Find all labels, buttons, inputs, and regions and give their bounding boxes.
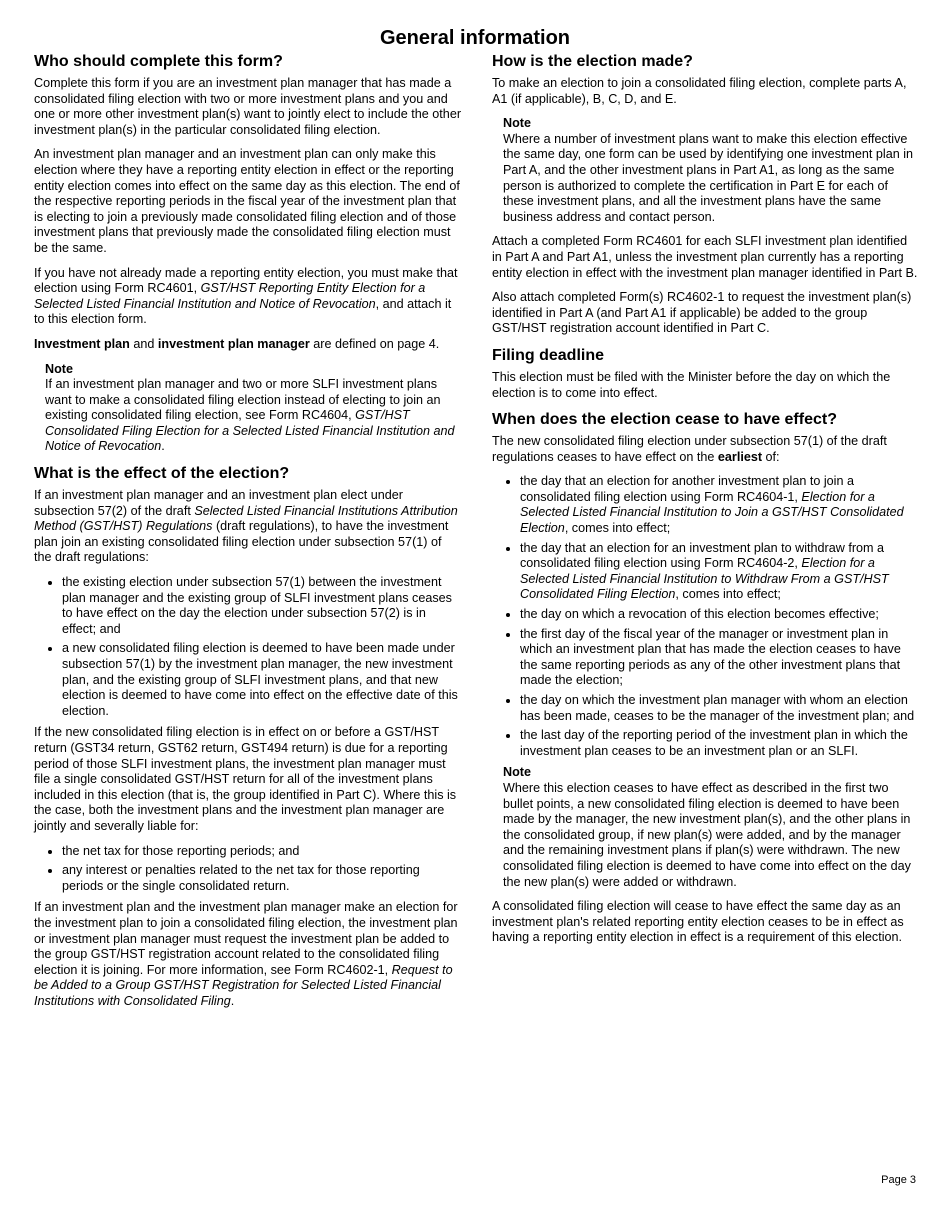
list-item: • a new consolidated filing election is deemed to have been made under subsection 57(1) by the investment plan manager, the new investment plan, and the existing group of SLFI investment plans, and that new election is deemed to have come into effect on the effective date of this election. bbox=[62, 641, 462, 719]
cease-effect-heading: When does the election cease to have effect? bbox=[492, 411, 837, 429]
effect-of-election-heading: What is the effect of the election? bbox=[34, 465, 290, 483]
bullet-list bbox=[34, 575, 462, 719]
bullet-list bbox=[34, 844, 462, 895]
note-title: Note bbox=[503, 765, 531, 780]
paragraph: An investment plan manager and an investment plan can only make this election where they have a reporting entity election in effect or the reporting entity election comes into effect on the same day as this election. The end of the respective reporting periods in the fiscal year of the investment plan that is electing to join a previously made consolidated filing election and of those investment plans that previously made the consolidated filing election must be the same. bbox=[34, 147, 460, 255]
list-item: • the last day of the reporting period of the investment plan in which the investment plan ceases to be an investment plan or an SLFI. bbox=[520, 728, 920, 759]
who-should-complete-heading: Who should complete this form? bbox=[34, 53, 283, 70]
paragraph: Also attach completed Form(s) RC4602-1 to request the investment plan(s) identified in Part A (and Part A1 if applicable) be added to the group GST/HST registration account identified in Part C. bbox=[492, 290, 912, 336]
note: Note If an investment plan manager and two or more SLFI investment plans want to make a consolidated filing election instead of electing to join an existing consolidated filing election, see Form RC4604, GST/HST Consolidated Filing Election for a Selected Listed Financial Institution and Notice of Revocation. bbox=[45, 362, 462, 456]
definitions-paragraph: Investment plan and investment plan manager are defined on page 4. bbox=[34, 336, 440, 351]
list-item: • the net tax for those reporting periods; and bbox=[62, 844, 462, 860]
paragraph: A consolidated filing election will cease to have effect the same day as an investment plan's related reporting entity election ceases to be in effect as having a reporting entity election in effect is a requirement of this election. bbox=[492, 899, 904, 945]
note: Note Where this election ceases to have effect as described in the first two bullet points, a new consolidated filing election is deemed to have been made by the manager, the new investment plan(s), and the other plans in the consolidated group, if new plan(s) were added, and by the manager and the remaining investment plans if plan(s) were withdrawn. The new consolidated filing election is deemed to have come into effect on the day the new plan(s) were added or withdrawn. bbox=[503, 765, 920, 890]
left-column bbox=[34, 52, 462, 1018]
list-item: • the day that an election for another investment plan to join a consolidated filing election using Form RC4604-1, Election for a Selected Listed Financial Institution to Join a GST/HST Consolidated Election, comes into effect; bbox=[520, 474, 920, 536]
paragraph: This election must be filed with the Minister before the day on which the election is to come into effect. bbox=[492, 369, 891, 400]
list-item: • the day on which a revocation of this election becomes effective; bbox=[520, 607, 920, 623]
note-title: Note bbox=[45, 361, 73, 376]
list-item: • the day that an election for an investment plan to withdraw from a consolidated filing election using Form RC4604-2, Election for a Selected Listed Financial Institution to Withdraw From a GST/HST Consolidated Filing Election, comes into effect; bbox=[520, 541, 920, 603]
paragraph: If the new consolidated filing election is in effect on or before a GST/HST return (GST34 return, GST62 return, GST494 return) is due for a reporting period of those SLFI investment plans, the investment plan manager must file a single consolidated GST/HST return for all of the investment plans included in this election (that is, the group identified in Part C). Where this is the case, both the investment plans and the investment plan manager are jointly and severally liable for: bbox=[34, 725, 457, 833]
bullet-list bbox=[492, 474, 920, 759]
filing-deadline-heading: Filing deadline bbox=[492, 346, 605, 364]
note: Note Where a number of investment plans want to make this election effective the same day, one form can be used by identifying one investment plan in Part A, and the other investment plans in Part A1, as long as the same person is authorized to complete the certification in Part E for each of these investment plans, and all the investment plans have the same business address and contact person. bbox=[503, 116, 920, 225]
paragraph: Attach a completed Form RC4601 for each SLFI investment plan identified in Part A and Part A1, unless the investment plan currently has a reporting entity election in effect with the investment plan manager identified in Part B. bbox=[492, 234, 918, 280]
paragraph: If you have not already made a reporting entity election, you must make that election using Form RC4601, GST/HST Reporting Entity Election for a Selected Listed Financial Institution and Notice of Revocation, and attach it to this election form. bbox=[34, 265, 458, 327]
list-item: • the day on which the investment plan manager with whom an election has been made, ceases to be the manager of the investment plan; and bbox=[520, 693, 920, 724]
list-item: • the existing election under subsection 57(1) between the investment plan manager and the existing group of SLFI investment plans ceases to have effect on the day the election under subsection 57(2) is in effect; and bbox=[62, 575, 462, 637]
paragraph: Complete this form if you are an investment plan manager that has made a consolidated filing election with two or more investment plans and you and one or more other investment plan(s) want to jointly elect to include the other investment plan(s) in the particular consolidated filing election. bbox=[34, 76, 462, 137]
right-column bbox=[492, 52, 920, 955]
paragraph: If an investment plan and the investment plan manager make an election for the investment plan to join a consolidated filing election, the investment plan or investment plan manager must request the investment plan be added to the group GST/HST registration account related to the consolidated filing election it is joining. For more information, see Form RC4602-1, Request to be Added to a Group GST/HST Registration for Selected Listed Financial Institutions with Consolidated Filing. bbox=[34, 900, 458, 1008]
paragraph: To make an election to join a consolidated filing election, complete parts A, A1 (if applicable), B, C, D, and E. bbox=[492, 76, 907, 106]
list-item: • any interest or penalties related to the net tax for those reporting periods or the single consolidated return. bbox=[62, 863, 462, 894]
list-item: • the first day of the fiscal year of the manager or investment plan in which an investment plan that has made the election ceases to have the same reporting periods as any of the other investment plans that made the election; bbox=[520, 627, 920, 689]
paragraph: If an investment plan manager and an investment plan elect under subsection 57(2) of the draft Selected Listed Financial Institutions Attribution Method (GST/HST) Regulations (draft regulations), to have the investment plan join an existing consolidated filing election under subsection 57(1) of the draft regulations: bbox=[34, 488, 458, 565]
page-number: Page 3 bbox=[881, 1174, 916, 1186]
note-title: Note bbox=[503, 116, 531, 131]
page-title: General information bbox=[379, 27, 571, 49]
how-election-made-heading: How is the election made? bbox=[492, 53, 693, 70]
paragraph: The new consolidated filing election under subsection 57(1) of the draft regulations ceases to have effect on the earliest of: bbox=[492, 434, 887, 464]
